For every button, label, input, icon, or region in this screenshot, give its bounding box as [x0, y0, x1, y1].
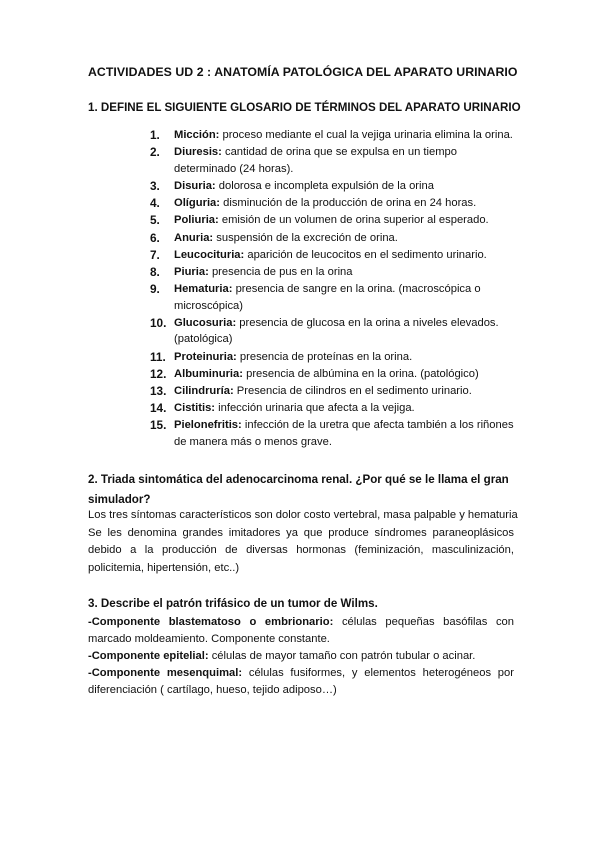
glossary-item-number: 4.	[150, 196, 160, 211]
glossary-item	[150, 195, 520, 212]
wilms-component-text: células de mayor tamaño con patrón tubular o acinar.	[211, 650, 476, 662]
glossary-term: Anuria:	[174, 231, 214, 244]
glossary-item-number: 8.	[150, 264, 160, 279]
glossary-definition: cantidad de orina que se expulsa en un tiempo determinado (24 horas).	[174, 146, 457, 175]
glossary-term: Cistitis:	[174, 402, 216, 415]
glossary-item-number: 3.	[150, 178, 160, 193]
glossary-item	[150, 315, 520, 348]
glossary-term: Olíguria:	[174, 197, 220, 210]
glossary-definition: presencia de glucosa en la orina a niveles elevados. (patológica)	[174, 316, 499, 346]
wilms-component-list	[88, 614, 514, 699]
glossary-term: Proteinuria:	[174, 350, 237, 363]
glossary-term: Albuminuria:	[174, 367, 243, 380]
wilms-component-text: células fusiformes, y elementos heterogéneos por diferenciación ( cartílago, hueso, tejido adiposo…)	[88, 667, 514, 696]
glossary-item-number: 7.	[150, 247, 160, 262]
glossary-term: Leucocituria:	[174, 248, 245, 261]
wilms-component-item	[88, 665, 514, 699]
glossary-item-number: 9.	[150, 282, 160, 297]
glossary-item	[150, 281, 520, 314]
glossary-item-number: 13.	[150, 384, 167, 399]
glossary-item	[150, 230, 520, 247]
glossary-definition: presencia de sangre en la orina. (macroscópica o microscópica)	[174, 283, 481, 312]
glossary-term: Hematuria:	[174, 283, 233, 296]
glossary-item-number: 2.	[150, 145, 160, 160]
wilms-component-label: -Componente epitelial:	[88, 650, 209, 662]
section3-heading: 3. Describe el patrón trifásico de un tumor de Wilms.	[88, 597, 378, 610]
glossary-item-number: 15.	[150, 418, 167, 433]
glossary-item	[150, 366, 520, 383]
glossary-definition: presencia de proteínas en la orina.	[239, 350, 413, 363]
wilms-component-item	[88, 648, 514, 665]
glossary-definition: presencia de albúmina en la orina. (patológico)	[246, 367, 479, 380]
glossary-item	[150, 212, 520, 229]
glossary-item-number: 6.	[150, 230, 160, 245]
glossary-definition: dolorosa e incompleta expulsión de la orina	[218, 179, 434, 192]
section2-paragraph-1: Los tres síntomas característicos son dolor costo vertebral, masa palpable y hematuria	[88, 509, 518, 521]
glossary-item	[150, 417, 520, 450]
glossary-definition: Presencia de cilindros en el sedimento urinario.	[236, 385, 472, 398]
glossary-definition: infección urinaria que afecta a la vejiga.	[218, 402, 415, 415]
glossary-term: Micción:	[174, 129, 220, 141]
glossary-item-number: 12.	[150, 366, 167, 381]
glossary-term: Cilindruría:	[174, 385, 234, 398]
glossary-item	[150, 178, 520, 195]
wilms-component-label: -Componente mesenquimal:	[88, 667, 243, 679]
glossary-definition: presencia de pus en la orina	[211, 265, 353, 278]
glossary-definition: disminución de la producción de orina en 24 horas.	[223, 197, 477, 210]
glossary-term: Piuria:	[174, 265, 209, 278]
section2-heading: 2. Triada sintomática del adenocarcinoma renal. ¿Por qué se le llama el gran simulador?	[88, 473, 509, 506]
glossary-term: Pielonefritis:	[174, 419, 242, 432]
section1-heading: 1. DEFINE EL SIGUIENTE GLOSARIO DE TÉRMINOS DEL APARATO URINARIO	[88, 101, 521, 114]
glossary-item	[150, 349, 520, 366]
glossary-item	[150, 127, 520, 144]
wilms-component-label: -Componente blastematoso o embrionario:	[88, 616, 334, 628]
glossary-term: Disuria:	[174, 179, 216, 192]
glossary-item	[150, 264, 520, 281]
glossary-term: Glucosuria:	[174, 316, 237, 329]
glossary-definition: emisión de un volumen de orina superior al esperado.	[221, 214, 489, 227]
glossary-item	[150, 383, 520, 400]
wilms-component-text: células pequeñas basófilas con marcado moldeamiento. Componente constante.	[88, 616, 515, 645]
document-title: ACTIVIDADES UD 2 : ANATOMÍA PATOLÓGICA DEL APARATO URINARIO	[88, 65, 518, 79]
glossary-item-number: 10.	[150, 315, 167, 330]
glossary-item-number: 5.	[150, 213, 160, 228]
glossary-definition: suspensión de la excreción de orina.	[216, 231, 398, 244]
glossary-definition: proceso mediante el cual la vejiga urinaria elimina la orina.	[222, 129, 513, 141]
glossary-item-number: 1.	[150, 128, 160, 142]
wilms-component-item	[88, 614, 514, 648]
glossary-definition: infección de la uretra que afecta también a los riñones de manera más o menos grave.	[174, 419, 514, 448]
glossary-definition: aparición de leucocitos en el sedimento urinario.	[247, 248, 487, 261]
glossary-list	[150, 127, 520, 451]
glossary-item	[150, 144, 520, 177]
glossary-item	[150, 400, 520, 417]
glossary-item-number: 11.	[150, 349, 166, 364]
glossary-item	[150, 247, 520, 264]
glossary-term: Diuresis:	[174, 146, 222, 159]
glossary-item-number: 14.	[150, 401, 167, 416]
section2-paragraph-2: Se les denomina grandes imitadores ya que produce síndromes paraneoplásicos debido a la producción de diversas hormonas (feminización, masculinización, policitemia, hipertensión, etc..)	[88, 527, 514, 574]
glossary-term: Poliuria:	[174, 214, 219, 227]
